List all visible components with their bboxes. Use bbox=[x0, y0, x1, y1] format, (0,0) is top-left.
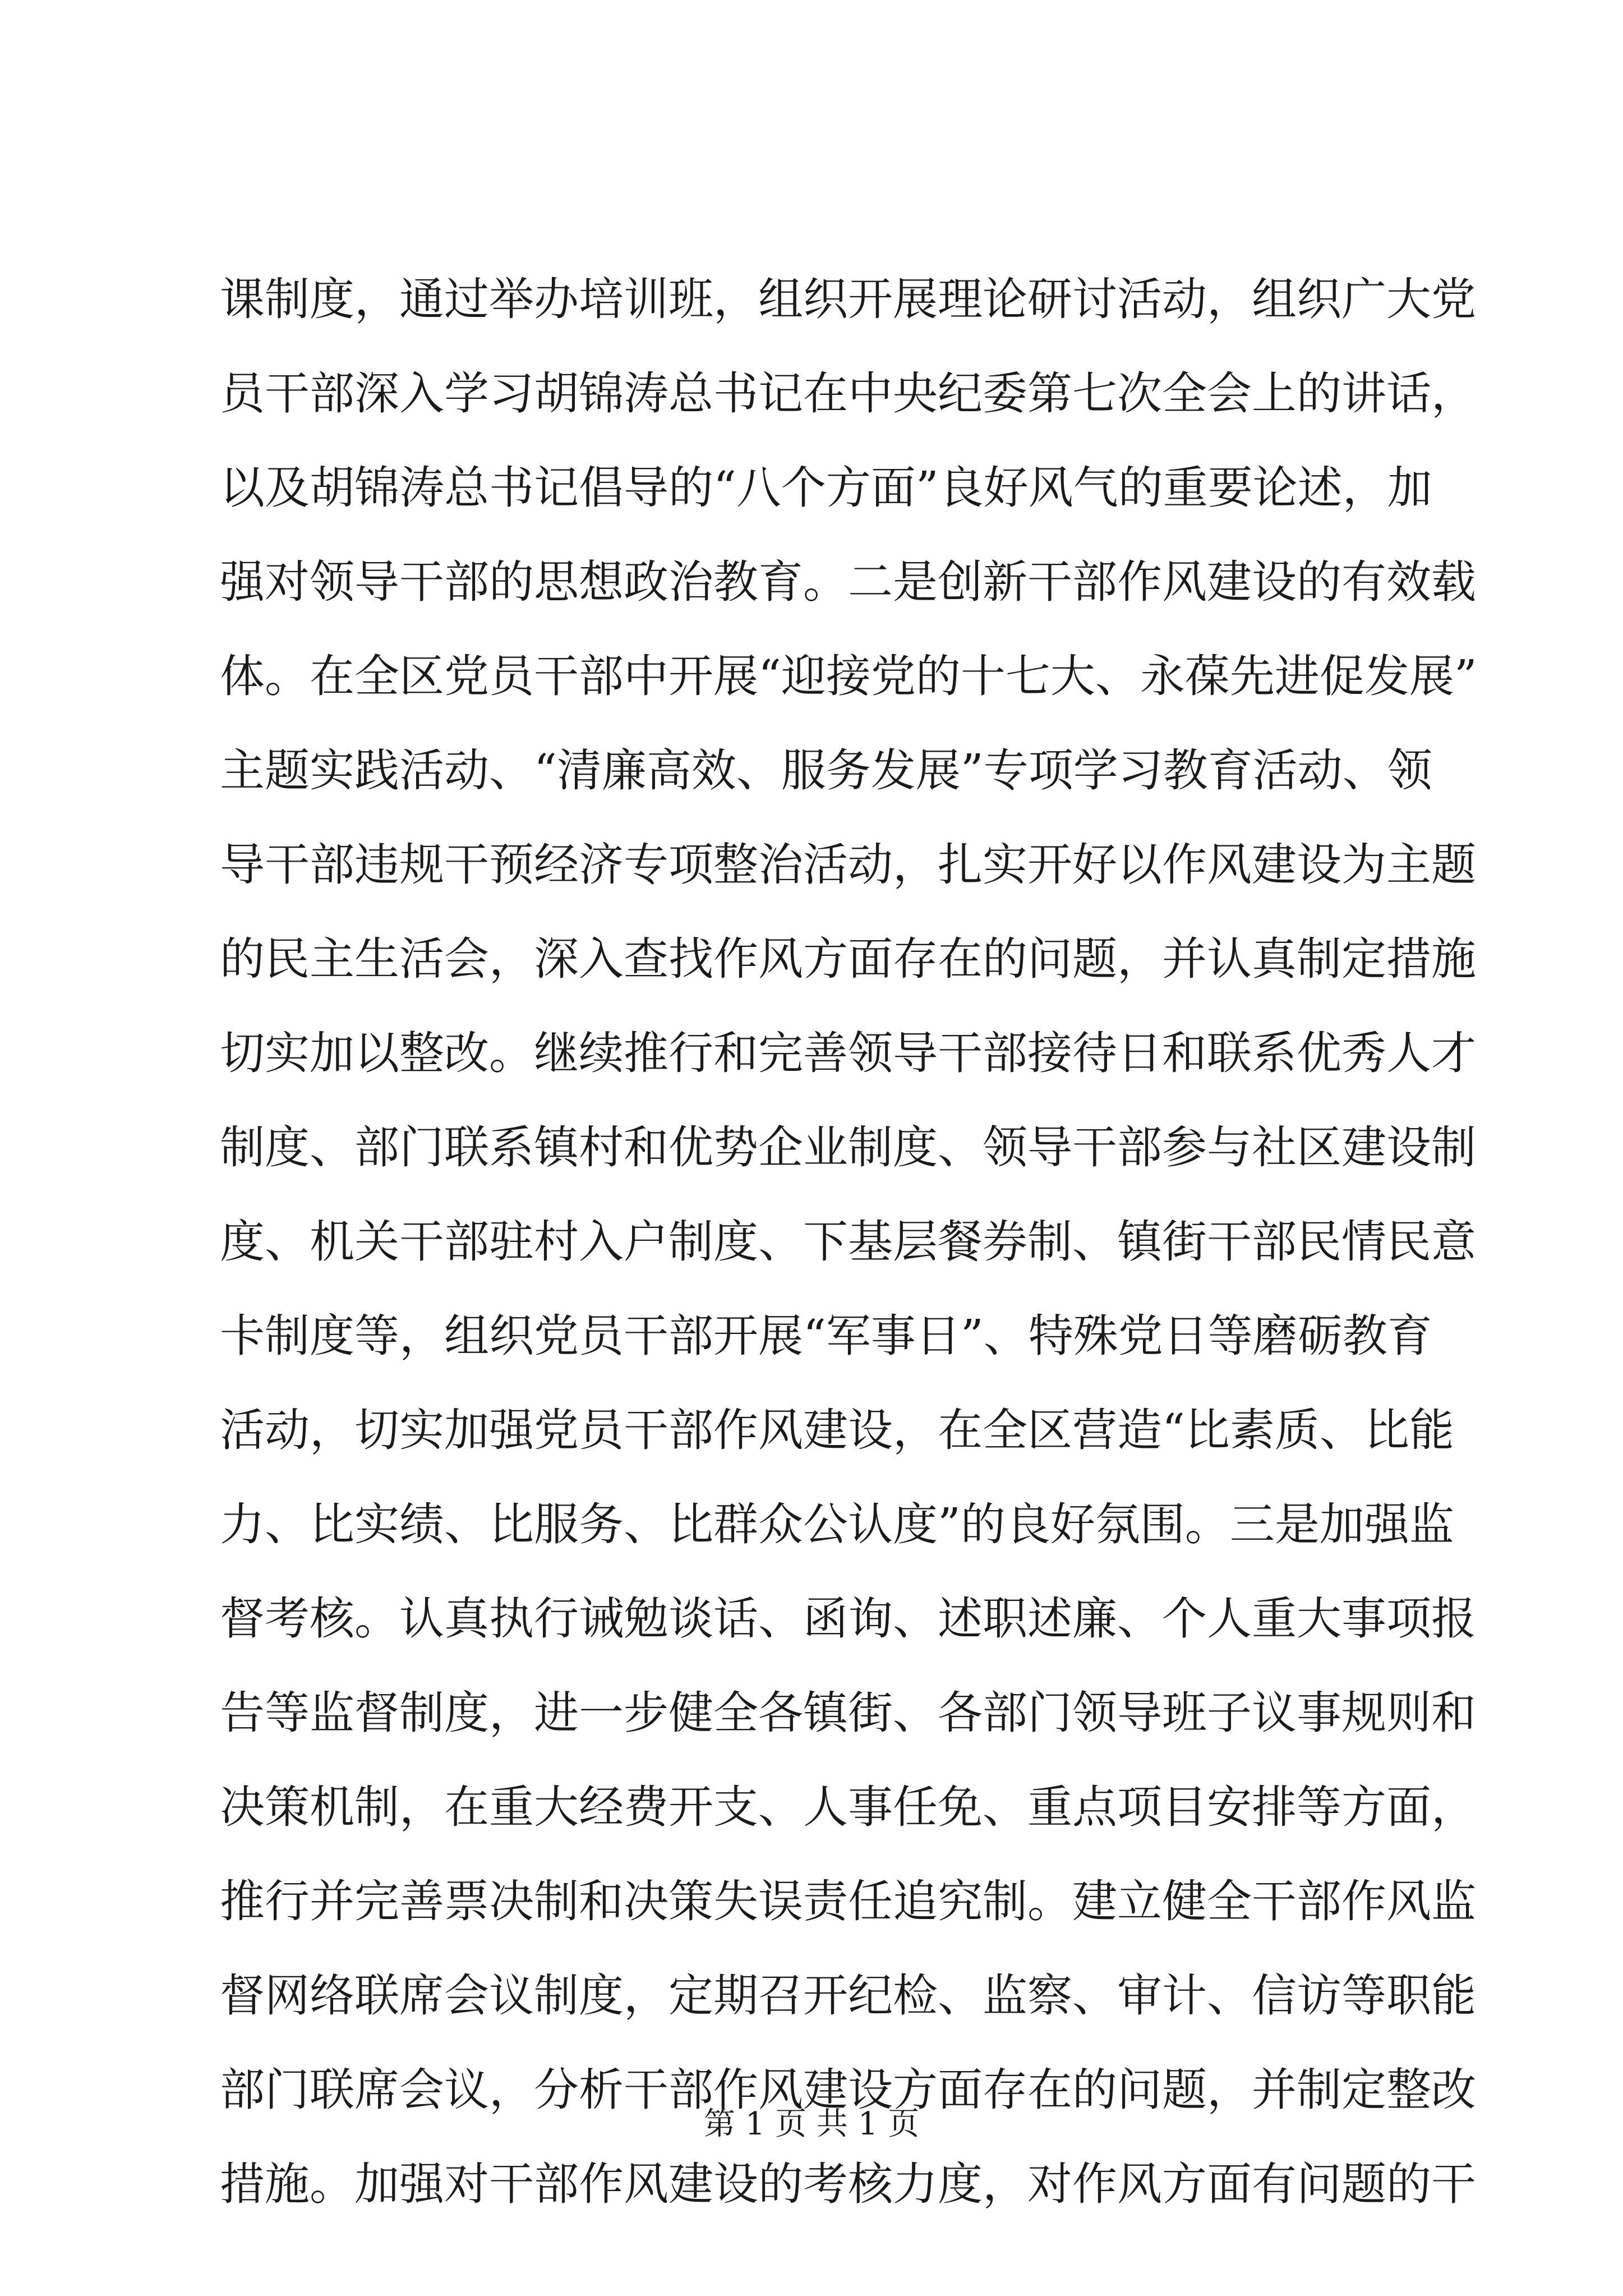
text-line: 告等监督制度，进一步健全各镇街、各部门领导班子议事规则和 bbox=[220, 1687, 1476, 1739]
text-line: 强对领导干部的思想政治教育。二是创新干部作风建设的有效载 bbox=[220, 556, 1476, 608]
text-line: 以及胡锦涛总书记倡导的“八个方面”良好风气的重要论述，加 bbox=[220, 462, 1432, 514]
text-line: 措施。加强对干部作风建设的考核力度，对作风方面有问题的干 bbox=[220, 2158, 1476, 2210]
body-text bbox=[220, 252, 1477, 2231]
text-line: 卡制度等，组织党员干部开展“军事日”、特殊党日等磨砺教育 bbox=[220, 1310, 1432, 1362]
page-footer: 第 1 页 共 1 页 bbox=[703, 2106, 920, 2142]
text-line: 制度、部门联系镇村和优势企业制度、领导干部参与社区建设制 bbox=[220, 1121, 1476, 1174]
text-line: 推行并完善票决制和决策失误责任追究制。建立健全干部作风监 bbox=[220, 1875, 1476, 1927]
text-line: 决策机制，在重大经费开支、人事任免、重点项目安排等方面， bbox=[220, 1781, 1476, 1833]
text-line: 切实加以整改。继续推行和完善领导干部接待日和联系优秀人才 bbox=[220, 1027, 1476, 1079]
text-line: 度、机关干部驻村入户制度、下基层餐券制、镇街干部民情民意 bbox=[220, 1216, 1476, 1268]
text-line: 部门联席会议，分析干部作风建设方面存在的问题，并制定整改 bbox=[220, 2064, 1476, 2116]
text-line: 活动，切实加强党员干部作风建设，在全区营造“比素质、比能 bbox=[220, 1404, 1454, 1456]
text-line: 主题实践活动、“清廉高效、服务发展”专项学习教育活动、领 bbox=[220, 744, 1432, 797]
text-line: 督网络联席会议制度，定期召开纪检、监察、审计、信访等职能 bbox=[220, 1970, 1476, 2022]
text-line: 员干部深入学习胡锦涛总书记在中央纪委第七次全会上的讲话， bbox=[220, 367, 1476, 420]
text-line: 督考核。认真执行诫勉谈话、函询、述职述廉、个人重大事项报 bbox=[220, 1593, 1476, 1645]
text-line: 课制度，通过举办培训班，组织开展理论研讨活动，组织广大党 bbox=[220, 273, 1476, 325]
text-line: 体。在全区党员干部中开展“迎接党的十七大、永葆先进促发展” bbox=[220, 650, 1477, 702]
text-line: 导干部违规干预经济专项整治活动，扎实开好以作风建设为主题 bbox=[220, 839, 1476, 891]
text-line: 的民主生活会，深入查找作风方面存在的问题，并认真制定措施 bbox=[220, 933, 1476, 985]
text-line: 力、比实绩、比服务、比群众公认度”的良好氛围。三是加强监 bbox=[220, 1498, 1454, 1550]
